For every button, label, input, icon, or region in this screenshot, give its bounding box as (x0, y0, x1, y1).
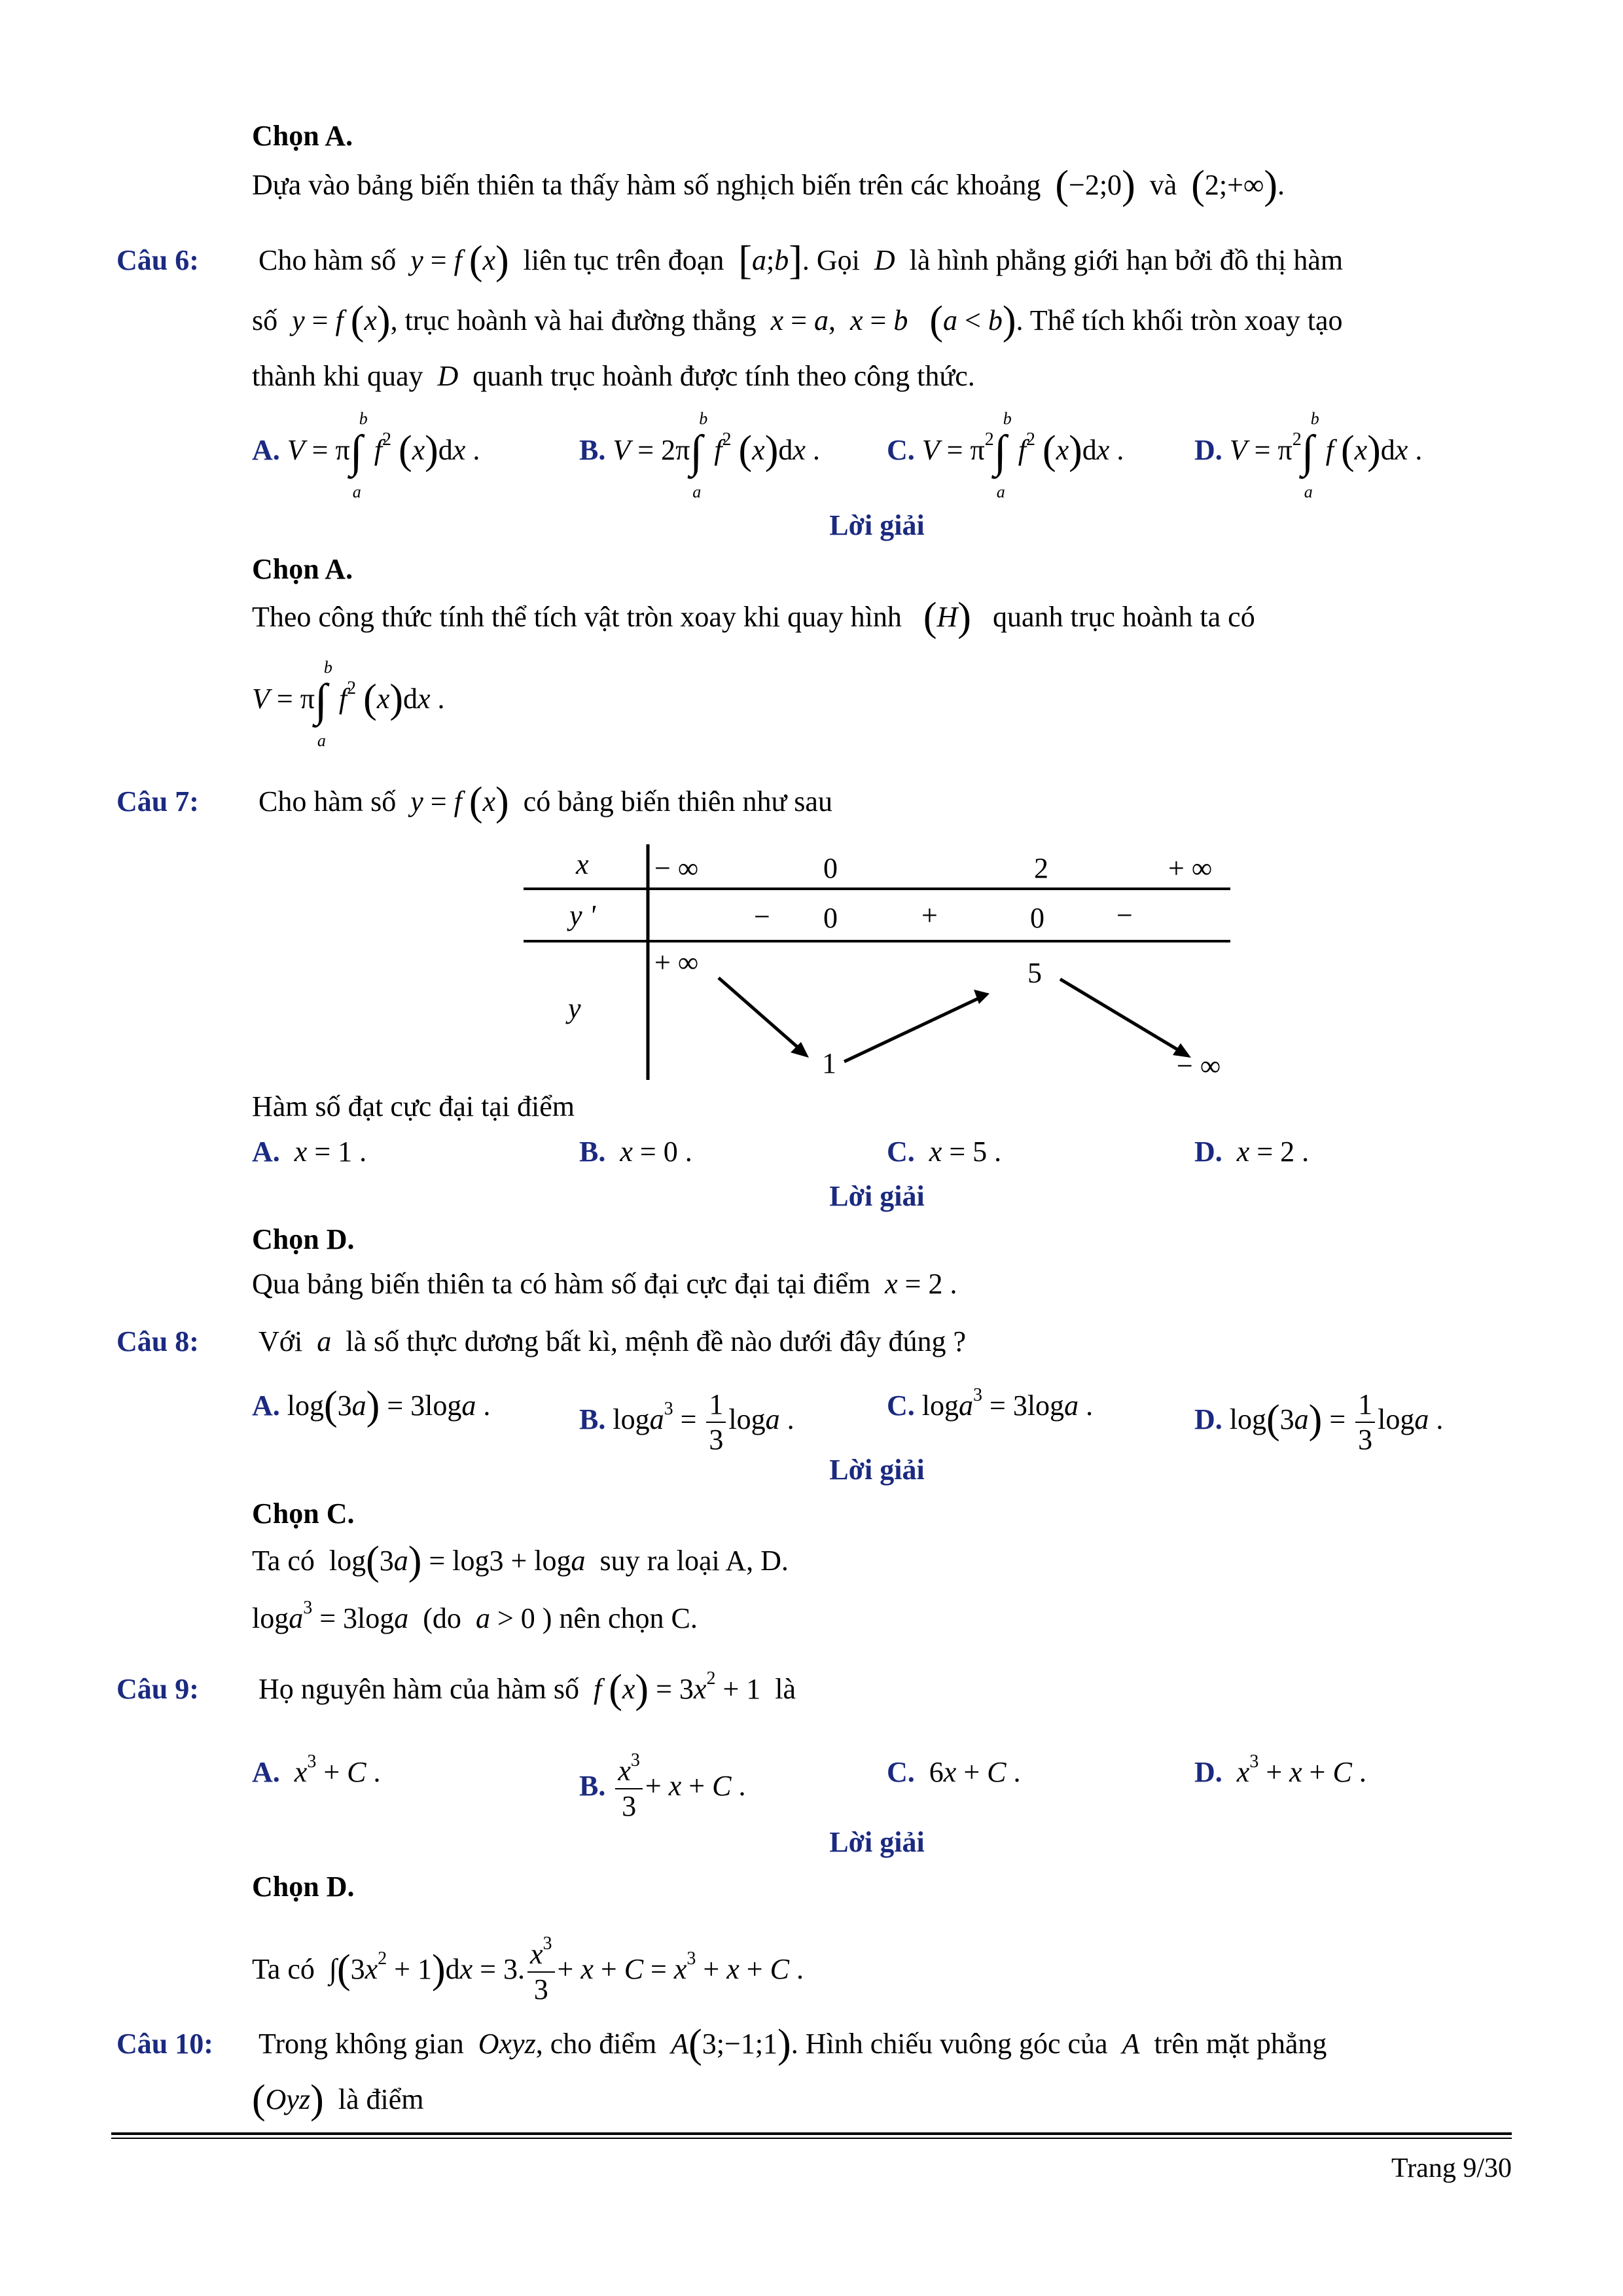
variation-table (524, 844, 1230, 1080)
q7-option-b: B. x = 0 . (579, 1136, 692, 1168)
y-row-label: y (568, 992, 581, 1024)
y-val-neg-inf: − ∞ (1177, 1050, 1221, 1082)
q7-solution-title: Lời giải (829, 1180, 925, 1212)
q8-solution-title: Lời giải (829, 1454, 925, 1486)
yprime-sign-3: − (1116, 899, 1133, 931)
q6-stem-line2: số y = f (x), trục hoành và hai đường thẳng x = a, x = b (a < b). Thể tích khối tròn xoay tạo (252, 298, 1343, 343)
q9-option-a: A. $x^3 + C$ . (252, 1751, 381, 1788)
variation-table-lines (524, 844, 1230, 1080)
q8-solution-line1: Ta có log(3a) = log3 + loga suy ra loại A, D. (252, 1539, 789, 1583)
q6-solution-formula: V = π b ∫ a $f^2$ (x)dx . (252, 657, 445, 750)
q6-stem-line3: thành khi quay D quanh trục hoành được tính theo công thức. (252, 360, 975, 392)
yprime-zero-1: 0 (823, 902, 838, 934)
q6-chon: Chọn A. (252, 553, 353, 585)
y-val-5: 5 (1027, 957, 1042, 989)
yprime-sign-2: + (921, 899, 938, 931)
q9-stem: Họ nguyên hàm của hàm số f $(x) = 3x^2 + 1$ là (259, 1667, 796, 1712)
q6-option-d: D. $V = \pi^2$ b ∫ a f (x)dx . (1194, 408, 1423, 501)
yprime-sign-1: − (754, 901, 770, 933)
q9-label: Câu 9: (116, 1673, 199, 1705)
q7-option-c: C. x = 5 . (887, 1136, 1002, 1168)
q6-stem-line1: Cho hàm số y = f (x) liên tục trên đoạn [a;b]. Gọi D là hình phẳng giới hạn bởi đồ thị hàm (259, 238, 1344, 283)
q6-option-b: B. V = 2π b ∫ a $f^2$ (x)dx . (579, 408, 820, 501)
y-val-pos-inf: + ∞ (654, 946, 699, 978)
footer-rule-thin (111, 2138, 1512, 2139)
q10-stem-line2: (Oyz) là điểm (252, 2077, 424, 2122)
y-val-1: 1 (822, 1047, 836, 1079)
q6-option-c: C. $V = \pi^2$ b ∫ a $f^2$ (x)dx . (887, 408, 1124, 501)
yprime-row-label: y ' (569, 899, 596, 931)
x-val-neg-inf: − ∞ (654, 852, 699, 884)
q8-option-c: C. loga$^3$ = 3loga . (887, 1385, 1094, 1422)
q5-solution: Dựa vào bảng biến thiên ta thấy hàm số nghịch biến trên các khoảng (−2;0) và (2;+∞). (252, 163, 1285, 207)
q7-chon: Chọn D. (252, 1223, 355, 1255)
q9-solution: Ta có $\int(3x^2 + 1)dx = 3$. $\frac{x^3}{3}$ + $x + C = x^3 + x + C$ . (252, 1933, 804, 2005)
x-val-0: 0 (823, 852, 838, 884)
x-val-pos-inf: + ∞ (1168, 852, 1213, 884)
q8-stem: Với a là số thực dương bất kì, mệnh đề nào dưới đây đúng ? (259, 1325, 967, 1357)
q8-solution-line2: loga$^3$ = 3loga (do a > 0 ) nên chọn C. (252, 1598, 698, 1634)
q8-chon: Chọn C. (252, 1498, 355, 1530)
q9-option-b: B. $\frac{x^3}{3}$ + x + C . (579, 1750, 746, 1822)
page-number: Trang 9/30 (1391, 2153, 1512, 2183)
q7-question: Hàm số đạt cực đại tại điểm (252, 1090, 575, 1122)
q10-label: Câu 10: (116, 2028, 213, 2060)
q7-stem: Cho hàm số y = f (x) có bảng biến thiên như sau (259, 780, 832, 824)
q6-label: Câu 6: (116, 244, 199, 276)
q9-option-d: D. $x^3 + x + C$ . (1194, 1751, 1366, 1788)
q8-option-a: A. log(3a) = 3loga . (252, 1384, 491, 1428)
q6-option-a: A. V = π b ∫ a $f^2$ (x)dx . (252, 408, 480, 501)
q7-solution-text: Qua bảng biến thiên ta có hàm số đại cực đại tại điểm x = 2 . (252, 1268, 957, 1300)
q8-option-b: B. loga$^3$ = $\frac{1}{3}$ loga . (579, 1388, 794, 1456)
yprime-zero-2: 0 (1030, 902, 1044, 934)
x-val-2: 2 (1034, 852, 1048, 884)
q7-option-a: A. x = 1 . (252, 1136, 367, 1168)
q7-option-d: D. x = 2 . (1194, 1136, 1310, 1168)
q9-solution-title: Lời giải (829, 1826, 925, 1858)
footer-rule (111, 2132, 1512, 2135)
q7-label: Câu 7: (116, 785, 199, 817)
q8-label: Câu 8: (116, 1325, 199, 1357)
x-row-label: x (576, 848, 589, 880)
q10-stem-line1: Trong không gian Oxyz, cho điểm A(3;−1;1). Hình chiếu vuông góc của A trên mặt phẳng (259, 2022, 1327, 2066)
q5-chon: Chọn A. (252, 120, 353, 152)
q8-option-d: D. log(3a) = $\frac{1}{3}$ loga . (1194, 1388, 1444, 1456)
q9-chon: Chọn D. (252, 1871, 355, 1903)
q6-solution-title: Lời giải (829, 509, 925, 541)
q6-solution-line1: Theo công thức tính thể tích vật tròn xoay khi quay hình (H) quanh trục hoành ta có (252, 595, 1255, 639)
q9-option-c: C. 6x + C . (887, 1756, 1021, 1788)
